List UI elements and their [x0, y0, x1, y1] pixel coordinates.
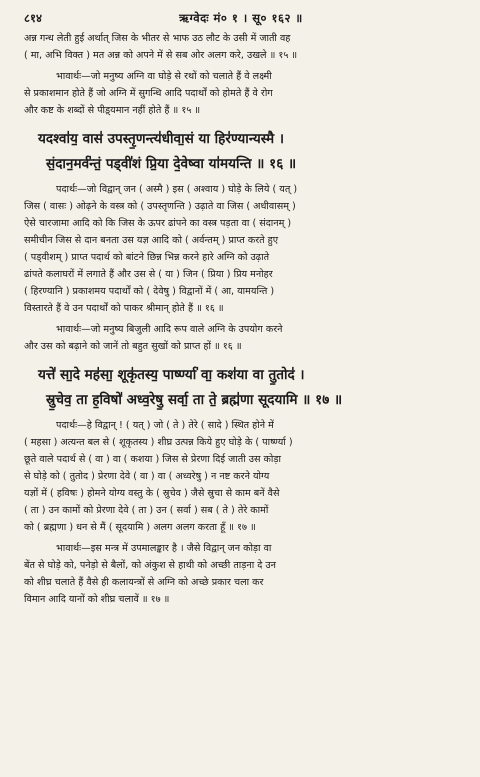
mantra-line: यत्ते॑ सा॒दे मह॑सा॒ शूकृ॑तस्य॒ पार्ष्ण्या॑ वा॒ कश॑या वा तु॒तोद॑ ।	[38, 367, 305, 383]
mantra-line: सं॒दान॒मर्व॑न्तं॒ पड्वी॑शं प्रि॒या दे॒वेष्वा या॑मयन्ति ॥ १६ ॥	[46, 156, 297, 172]
text-line: को ( ब्रह्मणा ) धन से मैं ( सूदयामि ) अलग अलग करता हूँ ॥ १७ ॥	[24, 522, 256, 533]
text-line: ( मा, अभि विक्त ) मत अन्न को अपने में से सब ओर अलग करे, उखले ॥ १५ ॥	[24, 50, 298, 61]
text-line: ( महसा ) अत्यन्त बल से ( शूकृतस्य ) शीघ्र उत्पन्न किये हुए घोड़े के ( पार्ष्ण्या )	[24, 437, 293, 448]
verse-15-continuation	[24, 30, 458, 64]
text-line: और उस को बढ़ाने को जानें तो बहुत सुखों को प्राप्त हों ॥ १६ ॥	[24, 341, 242, 352]
text-line: जिस ( वासः ) ओढ़ने के वस्त्र को ( उपस्तृणन्ति ) उढ़ाते वा जिस ( अधीवासम् )	[24, 201, 296, 212]
text-line: विस्तारते हैं वे उन पदार्थों को पाकर श्रीमान् होते हैं ॥ १६ ॥	[24, 303, 224, 314]
text-line: ऐसे चारजामा आदि को कि जिस के ऊपर ढांपने का वस्त्र पड़ता वा ( संदानम् )	[24, 218, 292, 229]
text-line: ( हिरण्यानि ) प्रकाशमय पदार्थों को ( देवेषु ) विद्वानों में ( आ, यामयन्ति )	[24, 286, 275, 297]
text-line: ( पड्वीशम् ) प्राप्त पदार्थ को बांटने छिन्न भिन्न करने हारे अग्नि को उढ़ाते	[24, 252, 270, 263]
text-line: पदार्थः—हे विद्वान् ! ( यत् ) जो ( ते ) तेरे ( सादे ) स्थित होने में	[56, 420, 274, 431]
bhavarth-17	[24, 540, 458, 608]
text-line: से प्रकाशमान होते हैं जो अग्नि में सुगन्धि आदि पदार्थों को होमते हैं वे रोग	[24, 88, 273, 99]
mantra-16	[24, 127, 458, 177]
text-line: ( ता ) उन कामों को प्रेरणा देवे ( ता ) उन ( सर्वा ) सब ( ते ) तेरे कामों	[24, 505, 269, 516]
padarth-16	[24, 181, 458, 317]
mantra-17	[24, 363, 458, 413]
text-line: छूते वाले पदार्थ से ( वा ) वा ( कशया ) जिस से प्रेरणा दिई जाती उस कोड़ा	[24, 454, 281, 465]
page-number: ८१४	[24, 11, 42, 25]
text-line: ढांपते कलाघरों में लगाते हैं और उस से ( या ) जिन ( प्रिया ) प्रिय मनोहर	[24, 269, 273, 280]
text-line: समीचीन जिस से दान बनता उस यज्ञ आदि को ( अर्वन्तम् ) प्राप्त करते हुए	[24, 235, 279, 246]
page-header	[24, 6, 458, 30]
text-line: बेंत से घोड़े को, पनेड़ो से बैलों, को अंकुश से हाथी को अच्छी ताड़ना दे उन	[24, 560, 277, 571]
padarth-17	[24, 417, 458, 536]
mantra-line: यदश्वा॑य॒ वास॑ उपस्तृ॒णन्त्य॑धीवा॒सं या हिर॑ण्यान्यस्मै ।	[38, 131, 285, 147]
text-line: पदार्थः—जो विद्वान् जन ( अस्मै ) इस ( अश्वाय ) घोड़े के लिये ( यत् )	[56, 184, 298, 195]
text-line: से घोड़े को ( तुतोद ) प्रेरणा देवे ( वा ) वा ( अध्वरेषु ) न नष्ट करने योग्य	[24, 471, 270, 482]
text-line: अन्न गन्ध लेती हुई अर्थात् जिस के भीतर से भाफ उठ लौट के उसी में जाती वह	[24, 33, 291, 44]
text-line: यज्ञों में ( हविषः ) होमने योग्य वस्तु के ( स्रुचेव ) जैसे स्रुचा से काम बनें वैसे	[24, 488, 280, 499]
text-line: भावार्थः—जो मनुष्य बिजुली आदि रूप वाले अग्नि के उपयोग करने	[56, 324, 283, 335]
text-line: भावार्थः—जो मनुष्य अग्नि वा घोड़े से रथों को चलाते हैं वे लक्ष्मी	[56, 71, 272, 82]
text-line: भावार्थः—इस मन्त्र में उपमालङ्कार है । जैसे विद्वान् जन कोड़ा वा	[56, 543, 272, 554]
running-title: ऋग्वेदः मं० १ । सू० १६२ ॥	[179, 11, 303, 25]
mantra-line: स्रु॒चेव॒ ता ह॒विषो॑ अध्व॒रेषु॒ सर्वा॒ ता ते॒ ब्रह्म॑णा सूदयामि ॥ १७ ॥	[46, 392, 343, 408]
text-line: विमान आदि यानों को शीघ्र चलावें ॥ १७ ॥	[24, 594, 170, 605]
text-line: और कष्ट के शब्दों से पीड़्यमान नहीं होते हैं ॥ १५ ॥	[24, 105, 201, 116]
text-line: को शीघ्र चलाते हैं वैसे ही कलायन्त्रों से अग्नि को अच्छे प्रकार चला कर	[24, 577, 264, 588]
bhavarth-15	[24, 68, 458, 119]
bhavarth-16	[24, 321, 458, 355]
